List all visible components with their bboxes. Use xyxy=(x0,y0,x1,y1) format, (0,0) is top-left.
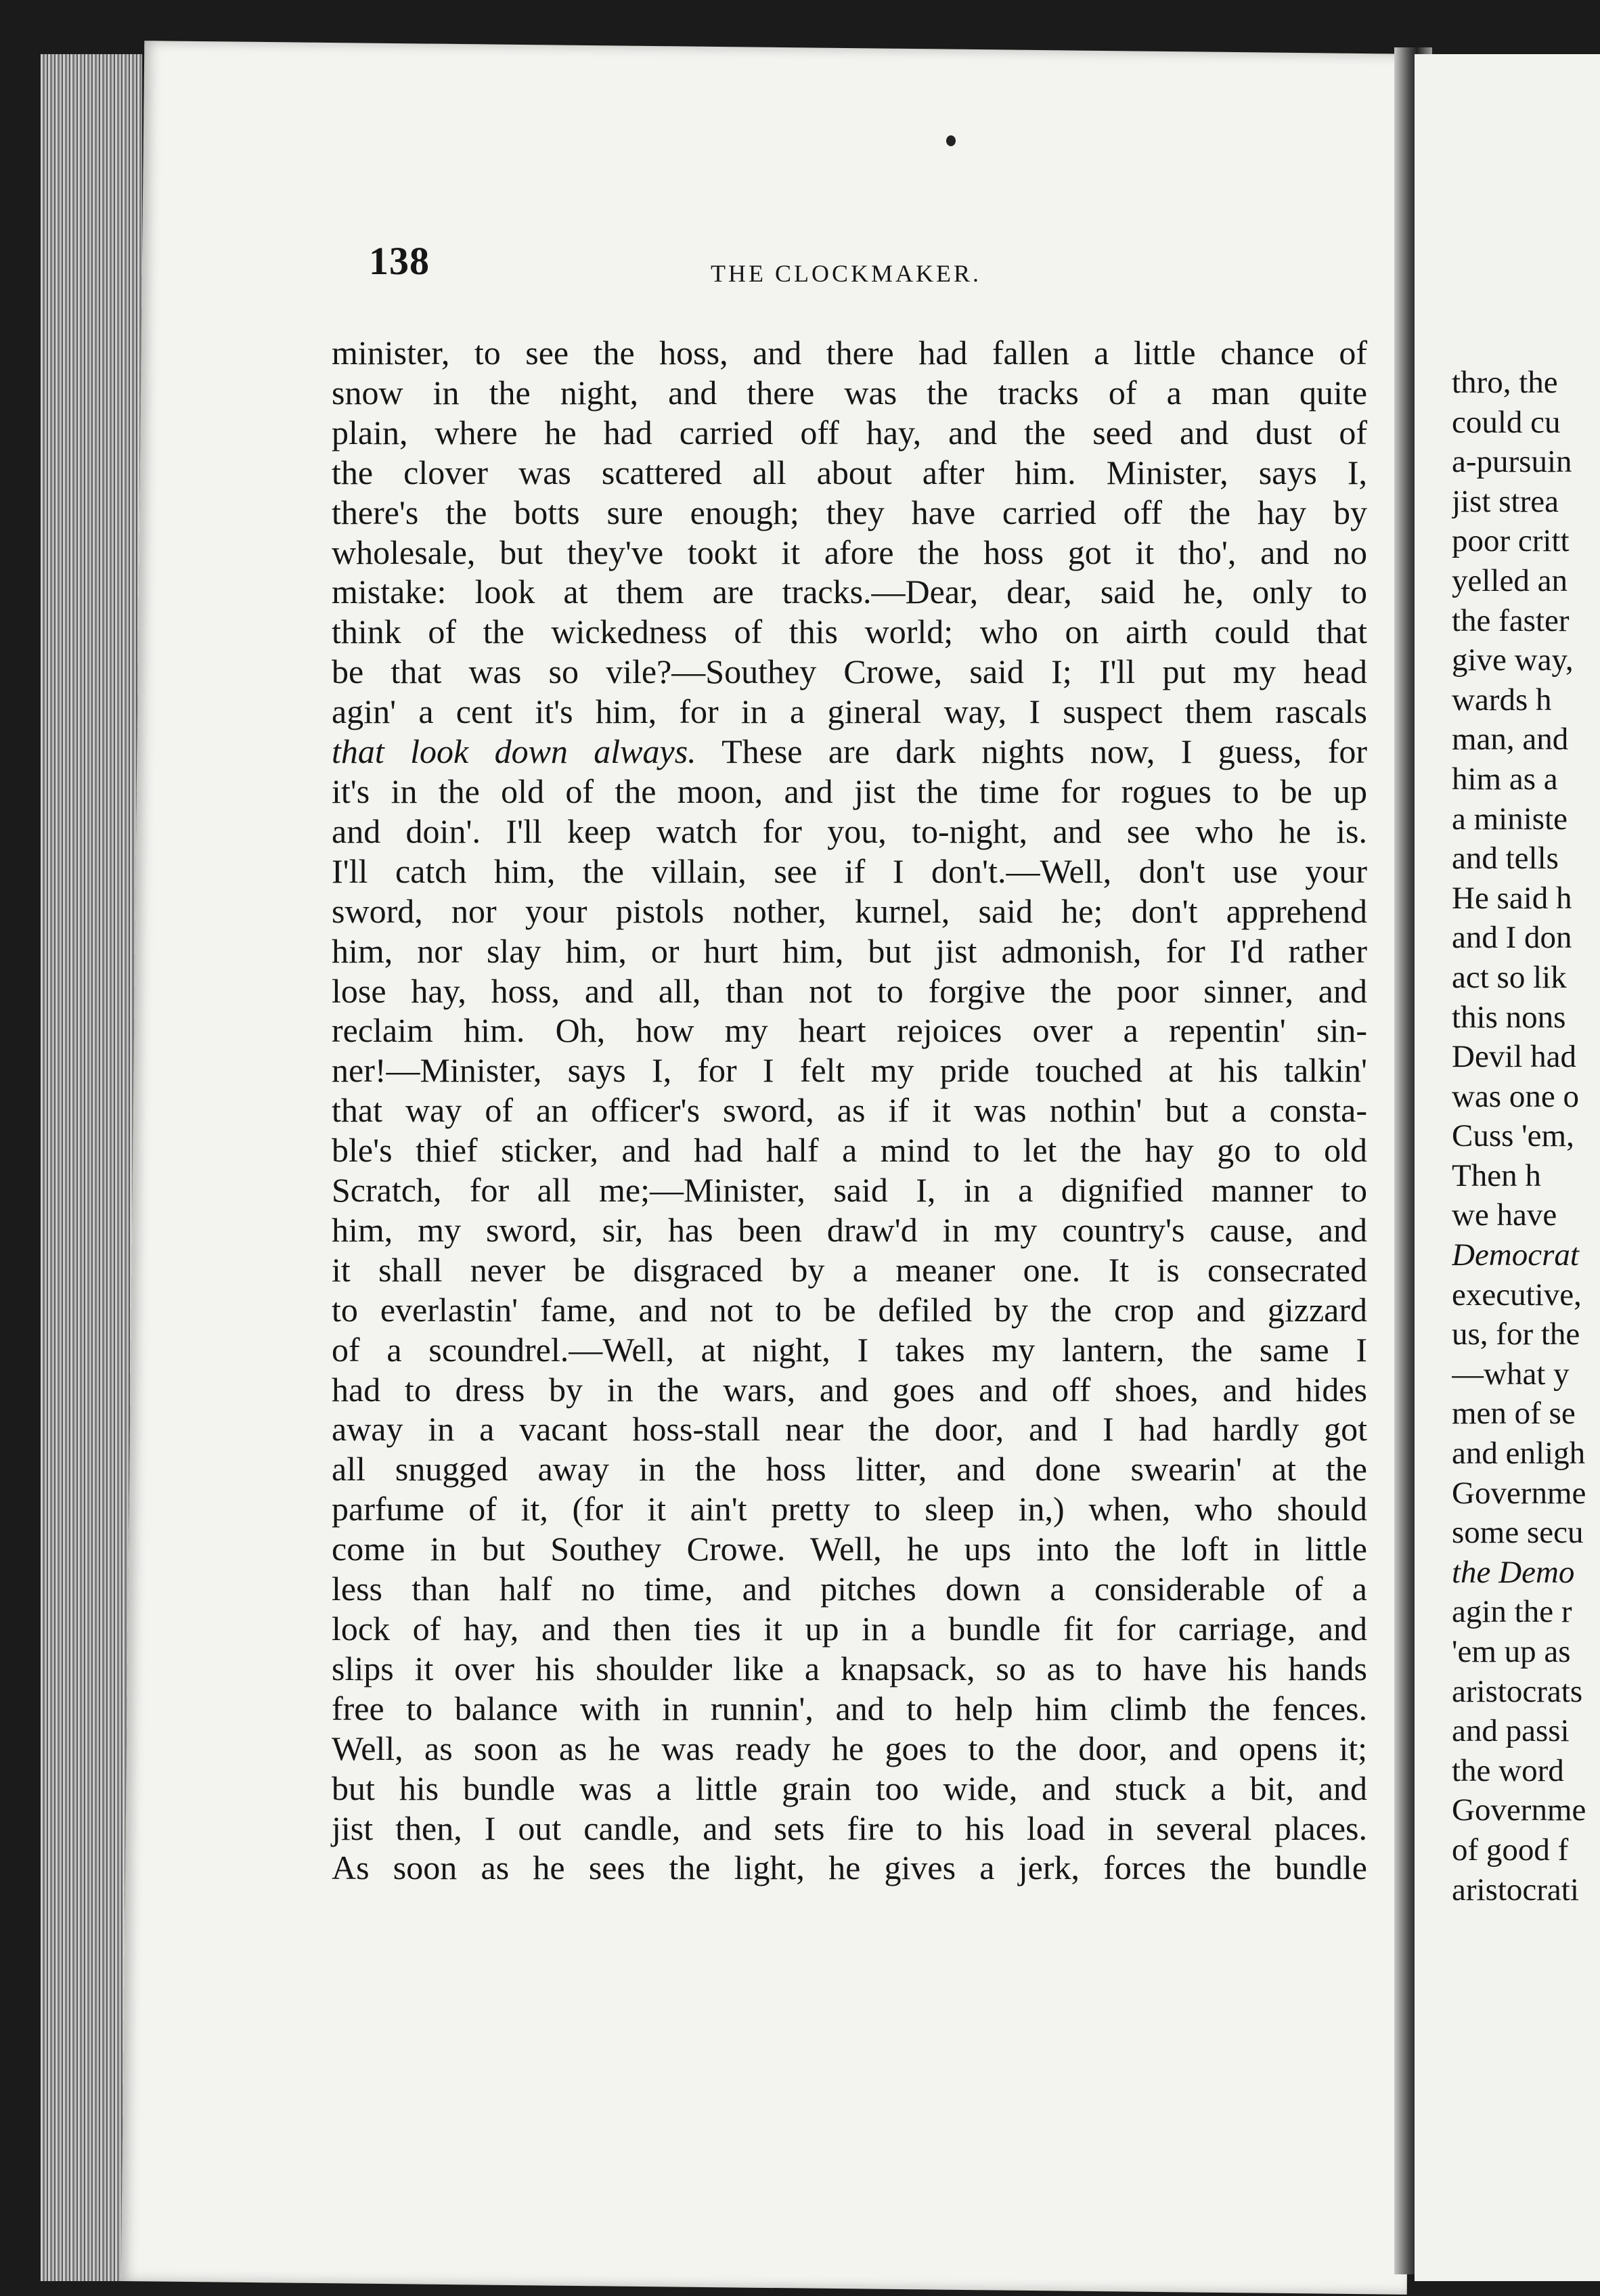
text-line: parfume of it, (for it ain't pretty to sleep in,) when, who should xyxy=(332,1490,1367,1528)
text-fragment: Democrat xyxy=(1452,1237,1579,1273)
text-line: As soon as he sees the light, he gives a jerk, forces the bundle xyxy=(332,1849,1367,1887)
text-fragment: the Demo xyxy=(1452,1554,1575,1590)
text-fragment: executive, xyxy=(1452,1277,1582,1312)
text-line: and doin'. I'll keep watch for you, to-night, and see who he is. xyxy=(332,812,1367,850)
text-fragment: aristocrati xyxy=(1452,1872,1579,1907)
text-line: reclaim him. Oh, how my heart rejoices over a repentin' sin- xyxy=(332,1011,1367,1050)
text-fragment: of good f xyxy=(1452,1832,1569,1868)
text-line: Scratch, for all me;—Minister, said I, in a dignified manner to xyxy=(332,1171,1367,1210)
text-fragment: we have xyxy=(1452,1197,1557,1233)
text-line: lose hay, hoss, and all, than not to forgive the poor sinner, and xyxy=(332,971,1367,1010)
text-fragment: jist strea xyxy=(1452,483,1559,519)
text-fragment: a ministe xyxy=(1452,801,1568,837)
left-page-body-text xyxy=(332,333,1367,1888)
text-line: that way of an officer's sword, as if it was nothin' but a consta- xyxy=(332,1091,1367,1130)
text-line: it shall never be disgraced by a meaner one. It is consecrated xyxy=(332,1250,1367,1289)
text-fragment: could cu xyxy=(1452,404,1561,440)
text-line: slips it over his shoulder like a knapsack, so as to have his hands xyxy=(332,1649,1367,1687)
text-fragment: thro, the xyxy=(1452,365,1558,400)
text-fragment: 'em up as xyxy=(1452,1634,1571,1669)
text-fragment: and tells xyxy=(1452,841,1559,877)
text-line: ble's thief sticker, and had half a mind to let the hay go to old xyxy=(332,1131,1367,1170)
text-fragment: man, and xyxy=(1452,722,1569,757)
text-fragment: men of se xyxy=(1452,1396,1576,1432)
text-line: of a scoundrel.—Well, at night, I takes my lantern, the same I xyxy=(332,1330,1367,1369)
text-line: it's in the old of the moon, and jist the time for rogues to be up xyxy=(332,772,1367,810)
page-number: 138 xyxy=(369,239,430,283)
text-line: free to balance with in runnin', and to help him climb the fences. xyxy=(332,1689,1367,1727)
text-line: to everlastin' fame, and not to be defiled by the crop and gizzard xyxy=(332,1290,1367,1329)
text-fragment: He said h xyxy=(1452,880,1572,916)
right-page-text-fragments xyxy=(1452,363,1600,1909)
text-fragment: and passi xyxy=(1452,1713,1570,1749)
text-fragment: Governme xyxy=(1452,1475,1586,1511)
text-fragment: poor critt xyxy=(1452,523,1570,559)
text-line: him, nor slay him, or hurt him, but jist admonish, for I'd rather xyxy=(332,931,1367,970)
text-fragment: the faster xyxy=(1452,602,1570,638)
ink-speck xyxy=(946,135,956,146)
text-line: ner!—Minister, says I, for I felt my pride touched at his talkin' xyxy=(332,1051,1367,1090)
text-line: mistake: look at them are tracks.—Dear, dear, said he, only to xyxy=(332,573,1367,611)
text-line: away in a vacant hoss-stall near the door, and I had hardly got xyxy=(332,1410,1367,1449)
text-fragment: aristocrats xyxy=(1452,1673,1583,1709)
text-line: agin' a cent it's him, for in a gineral way, I suspect them rascals xyxy=(332,692,1367,731)
text-fragment: Then h xyxy=(1452,1157,1541,1193)
text-fragment: some secu xyxy=(1452,1515,1584,1551)
text-line: think of the wickedness of this world; who on airth could that xyxy=(332,613,1367,651)
text-fragment: was one o xyxy=(1452,1078,1579,1114)
text-fragment: Cuss 'em, xyxy=(1452,1118,1574,1154)
text-fragment: the word xyxy=(1452,1752,1564,1788)
text-line: sword, nor your pistols nother, kurnel, said he; don't apprehend xyxy=(332,891,1367,930)
text-line: I'll catch him, the villain, see if I don't.—Well, don't use your xyxy=(332,852,1367,890)
text-line: minister, to see the hoss, and there had fallen a little chance of xyxy=(332,334,1367,372)
text-line: but his bundle was a little grain too wide, and stuck a bit, and xyxy=(332,1769,1367,1807)
text-line: snow in the night, and there was the tracks of a man quite xyxy=(332,373,1367,412)
text-fragment: this nons xyxy=(1452,999,1566,1035)
text-line: less than half no time, and pitches down a considerable of a xyxy=(332,1570,1367,1608)
text-fragment: wards h xyxy=(1452,682,1552,718)
text-fragment: him as a xyxy=(1452,761,1558,797)
text-line: be that was so vile?—Southey Crowe, said I; I'll put my head xyxy=(332,653,1367,691)
text-fragment: give way, xyxy=(1452,642,1574,678)
text-line: there's the botts sure enough; they have carried off the hay by xyxy=(332,493,1367,531)
text-line: wholesale, but they've tookt it afore the hoss got it tho', and no xyxy=(332,533,1367,571)
text-fragment: agin the r xyxy=(1452,1594,1572,1630)
text-fragment: Devil had xyxy=(1452,1039,1577,1075)
text-fragment: yelled an xyxy=(1452,562,1568,598)
text-line: Well, as soon as he was ready he goes to the door, and opens it; xyxy=(332,1729,1367,1767)
text-line: all snugged away in the hoss litter, and done swearin' at the xyxy=(332,1450,1367,1488)
text-fragment: Governme xyxy=(1452,1792,1586,1828)
text-fragment: a-pursuin xyxy=(1452,444,1572,480)
text-line: that look down always. These are dark nights now, I guess, for xyxy=(332,732,1368,771)
text-line: the clover was scattered all about after him. Minister, says I, xyxy=(332,453,1367,491)
text-fragment: and enligh xyxy=(1452,1436,1586,1472)
text-fragment: us, for the xyxy=(1452,1317,1580,1352)
text-line: jist then, I out candle, and sets fire to his load in several places. xyxy=(332,1809,1367,1847)
text-line: had to dress by in the wars, and goes and off shoes, and hides xyxy=(332,1370,1367,1409)
text-line: plain, where he had carried off hay, and the seed and dust of xyxy=(332,413,1367,451)
text-line: him, my sword, sir, has been draw'd in my country's cause, and xyxy=(332,1210,1367,1249)
text-line: come in but Southey Crowe. Well, he ups into the loft in little xyxy=(332,1530,1367,1568)
text-fragment: and I don xyxy=(1452,920,1572,956)
text-fragment: —what y xyxy=(1452,1356,1570,1392)
running-head: THE CLOCKMAKER. xyxy=(711,260,981,287)
text-fragment: act so lik xyxy=(1452,959,1567,995)
text-line: lock of hay, and then ties it up in a bundle fit for carriage, and xyxy=(332,1610,1367,1648)
